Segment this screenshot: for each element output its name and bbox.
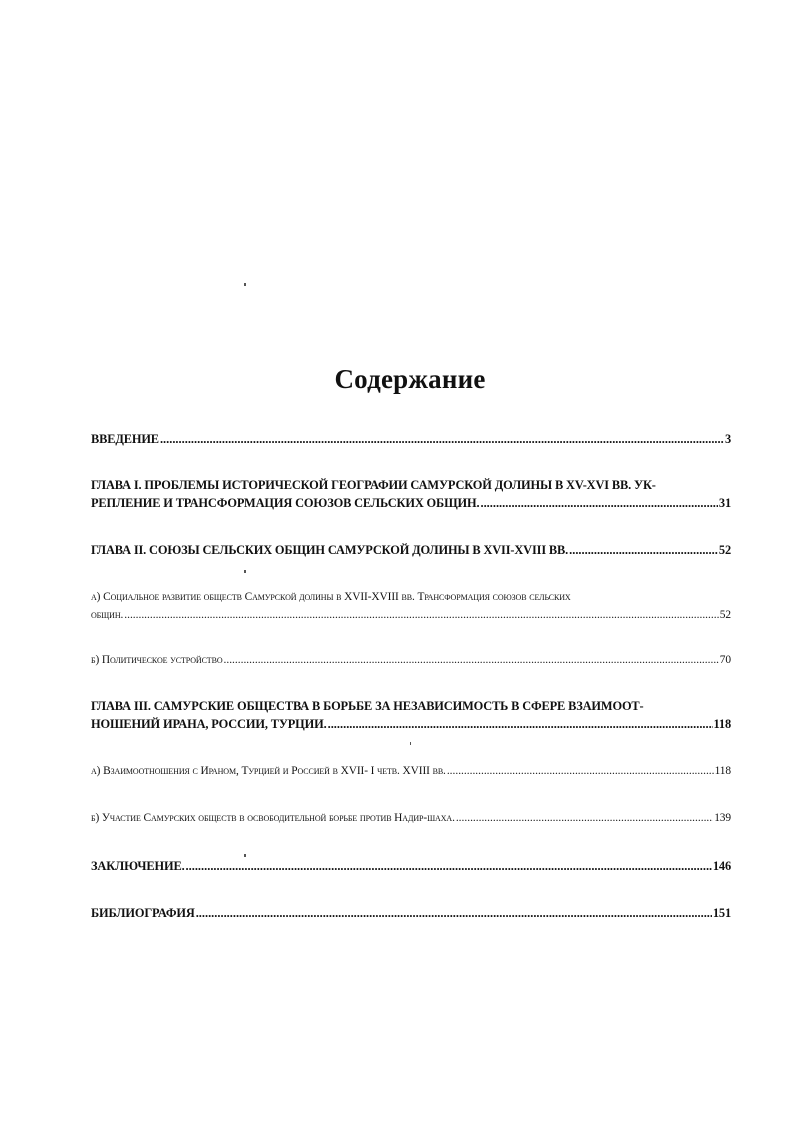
toc-leader-dots bbox=[160, 430, 724, 448]
toc-line bbox=[91, 651, 731, 669]
toc-leader-dots bbox=[224, 651, 719, 669]
toc-entry-bibliography[interactable] bbox=[91, 904, 731, 922]
toc-page-number: 52 bbox=[718, 543, 731, 557]
toc-entry-chapter-3b[interactable] bbox=[91, 809, 731, 827]
scan-speck bbox=[244, 570, 246, 573]
scan-speck bbox=[244, 283, 246, 286]
toc-label: НОШЕНИЙ ИРАНА, РОССИИ, ТУРЦИИ. bbox=[91, 717, 327, 731]
toc-page-number: 31 bbox=[718, 496, 731, 510]
toc-line bbox=[91, 494, 731, 512]
toc-line bbox=[91, 809, 731, 827]
toc-label: ВВЕДЕНИЕ bbox=[91, 432, 159, 446]
toc-line bbox=[91, 857, 731, 875]
toc-leader-dots bbox=[186, 857, 712, 875]
toc-label: общин. bbox=[91, 609, 124, 621]
toc-entry-chapter-2a[interactable] bbox=[91, 588, 731, 624]
toc-line bbox=[91, 904, 731, 922]
toc-leader-dots bbox=[196, 904, 712, 922]
toc-entry-chapter-1[interactable] bbox=[91, 476, 731, 512]
toc-page-number: 52 bbox=[719, 609, 731, 621]
toc-line bbox=[91, 762, 731, 780]
scan-speck bbox=[410, 742, 411, 745]
toc-leader-dots bbox=[328, 715, 713, 733]
toc-entry-chapter-3a[interactable] bbox=[91, 762, 731, 780]
toc-entry-chapter-2b[interactable] bbox=[91, 651, 731, 669]
toc-leader-dots bbox=[569, 541, 718, 559]
toc-line bbox=[91, 715, 731, 733]
toc-page-number: 118 bbox=[714, 765, 731, 777]
toc-label: ЗАКЛЮЧЕНИЕ. bbox=[91, 859, 185, 873]
toc-label-line1: а) Социальное развитие обществ Самурской долины в XVII-XVIII вв. Трансформация союзов сельских bbox=[91, 591, 571, 603]
toc-line bbox=[91, 606, 731, 624]
toc-label: РЕПЛЕНИЕ И ТРАНСФОРМАЦИЯ СОЮЗОВ СЕЛЬСКИХ ОБЩИН. bbox=[91, 496, 480, 510]
toc-leader-dots bbox=[480, 494, 717, 512]
toc-line bbox=[91, 430, 731, 448]
toc-label: БИБЛИОГРАФИЯ bbox=[91, 906, 195, 920]
toc-leader-dots bbox=[447, 762, 714, 780]
toc-page-number: 139 bbox=[714, 812, 731, 824]
toc-entry-chapter-2[interactable] bbox=[91, 541, 731, 559]
toc-line bbox=[91, 541, 731, 559]
toc-label: б) Участие Самурских обществ в освободительной борьбе против Надир-шаха. bbox=[91, 812, 455, 824]
toc-entry-chapter-3[interactable] bbox=[91, 697, 731, 733]
toc-label-line1: ГЛАВА I. ПРОБЛЕМЫ ИСТОРИЧЕСКОЙ ГЕОГРАФИИ САМУРСКОЙ ДОЛИНЫ В XV-XVI ВВ. УК- bbox=[91, 478, 656, 492]
toc-page-number: 70 bbox=[719, 654, 731, 666]
toc-page-number: 118 bbox=[713, 717, 731, 731]
toc-entry-conclusion[interactable] bbox=[91, 857, 731, 875]
toc-label: а) Взаимоотношения с Ираном, Турцией и Россией в XVII- I четв. XVIII вв. bbox=[91, 765, 446, 777]
toc-label-line1: ГЛАВА III. САМУРСКИЕ ОБЩЕСТВА В БОРЬБЕ ЗА НЕЗАВИСИМОСТЬ В СФЕРЕ ВЗАИМООТ- bbox=[91, 699, 644, 713]
scan-speck bbox=[244, 854, 246, 857]
toc-label: ГЛАВА II. СОЮЗЫ СЕЛЬСКИХ ОБЩИН САМУРСКОЙ ДОЛИНЫ В XVII-XVIII ВВ. bbox=[91, 543, 569, 557]
toc-page-number: 146 bbox=[712, 859, 731, 873]
toc-page-number: 151 bbox=[712, 906, 731, 920]
toc-leader-dots bbox=[456, 809, 713, 827]
page-title: Содержание bbox=[334, 364, 486, 394]
toc-label: б) Политическое устройство bbox=[91, 654, 223, 666]
toc-entry-introduction[interactable] bbox=[91, 430, 731, 448]
toc-leader-dots bbox=[124, 606, 719, 624]
toc-page-number: 3 bbox=[724, 432, 731, 446]
